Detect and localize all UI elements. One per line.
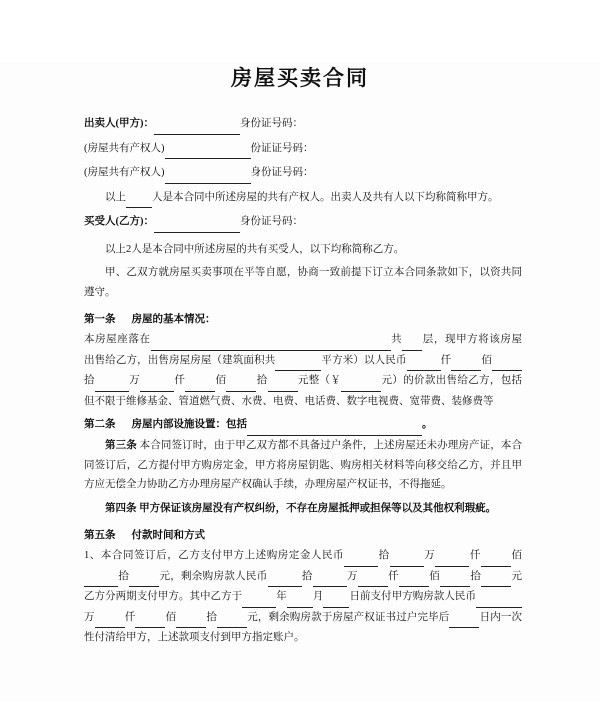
article-3-number: 第三条 xyxy=(105,440,137,451)
article-4-paragraph xyxy=(84,499,522,519)
buyer-summary-prefix: 以上 xyxy=(105,243,126,255)
article-2-title: 房屋内部设施设置：包括 xyxy=(131,419,247,430)
seller-summary-prefix: 以上 xyxy=(105,191,126,203)
page-bottom-fade xyxy=(0,701,600,709)
article-5-title: 付款时间和方式 xyxy=(131,530,205,541)
article-2-number: 第二条 xyxy=(84,419,116,430)
buyer-summary-number: 2 xyxy=(126,243,132,255)
seller-line xyxy=(84,114,522,135)
seller-summary-line xyxy=(84,188,522,209)
page-title: 房屋买卖合同 xyxy=(231,66,369,90)
article-5-number: 第五条 xyxy=(84,530,116,541)
co-owner-label-1: (房屋共有产权人) xyxy=(84,142,165,154)
article-4-text: 甲方保证该房屋没有产权纠纷，不存在房屋抵押或担保等以及其他权利瑕疵。 xyxy=(139,502,497,514)
article-3-text: 本合同签订时，由于甲乙双方都不具备过户条件，上述房屋还未办理房产证，本合同签订后，乙方提付甲方购房定金，甲方将房屋钥匙、购房相关材料等向移交给乙方，并且甲方应无偿全力协助乙方办理房屋产权确认手续，办理房屋产权证书，不得拖延。 xyxy=(84,440,522,490)
co-owner-id-label-1: 份证证号码： xyxy=(250,142,314,154)
buyer-summary-line xyxy=(84,240,522,260)
buyer-label: 买受人(乙方)： xyxy=(84,216,154,227)
seller-id-label: 身份证号码： xyxy=(240,118,303,129)
co-owner-label-2: (房屋共有产权人) xyxy=(84,167,165,178)
article-4-number: 第四条 xyxy=(105,502,137,514)
article-3-paragraph xyxy=(84,436,522,495)
document-body xyxy=(0,114,600,648)
co-owner-line-1 xyxy=(84,139,522,160)
co-owner-id-label-2: 身份证号码： xyxy=(250,167,314,178)
document-page xyxy=(0,62,600,709)
preamble: 甲、乙双方就房屋买卖事项在平等自愿，协商一致前提下订立本合同条款如下，以资共同遵守。 xyxy=(84,267,522,298)
article-1-title: 房屋的基本情况： xyxy=(131,314,216,325)
article-1-number: 第一条 xyxy=(84,314,116,325)
buyer-line xyxy=(84,212,522,233)
seller-summary-text: 人是本合同中所述房屋的共有产权人。出卖人及共有人以下均称简称甲方。 xyxy=(152,191,499,203)
seller-label: 出卖人(甲方)： xyxy=(84,118,154,129)
article-2-heading: 第二条 房屋内部设施设置：包括 。 xyxy=(84,414,522,436)
article-1-paragraph: 本房屋座落在 共 层，现甲方将该房屋出售给乙方，出售房屋房屋（建筑面积共 平方米）以人民币 仟 佰 拾 万 仟 佰 拾 元整（￥ 元）的价款出售给乙方，包括但不限于维修基金、管道燃气费、水费、电费、电话费、数字电视费、宽带费、装修费等 xyxy=(84,330,522,411)
article-5-heading xyxy=(84,525,522,546)
co-owner-line-2 xyxy=(84,163,522,184)
article-5-paragraph: 1、本合同签订后，乙方支付甲方上述购房定金人民币 拾 万 仟 佰 拾 元，剩余购房款人民币 拾 万 仟 佰 拾 元乙方分两期支付甲方。其中乙方于 年 月 日前支付甲方购房款人民币 万 仟 佰 拾 元，剩余购房款于房屋产权证书过户完毕后 日内一次性付清给甲方，上述款项支付到甲方指定账户。 xyxy=(84,546,522,648)
article-1-heading xyxy=(84,309,522,330)
buyer-summary-text: 人是本合同中所述房屋的共有买受人，以下均称简称乙方。 xyxy=(131,243,405,255)
buyer-id-label: 身份证号码： xyxy=(240,216,303,227)
